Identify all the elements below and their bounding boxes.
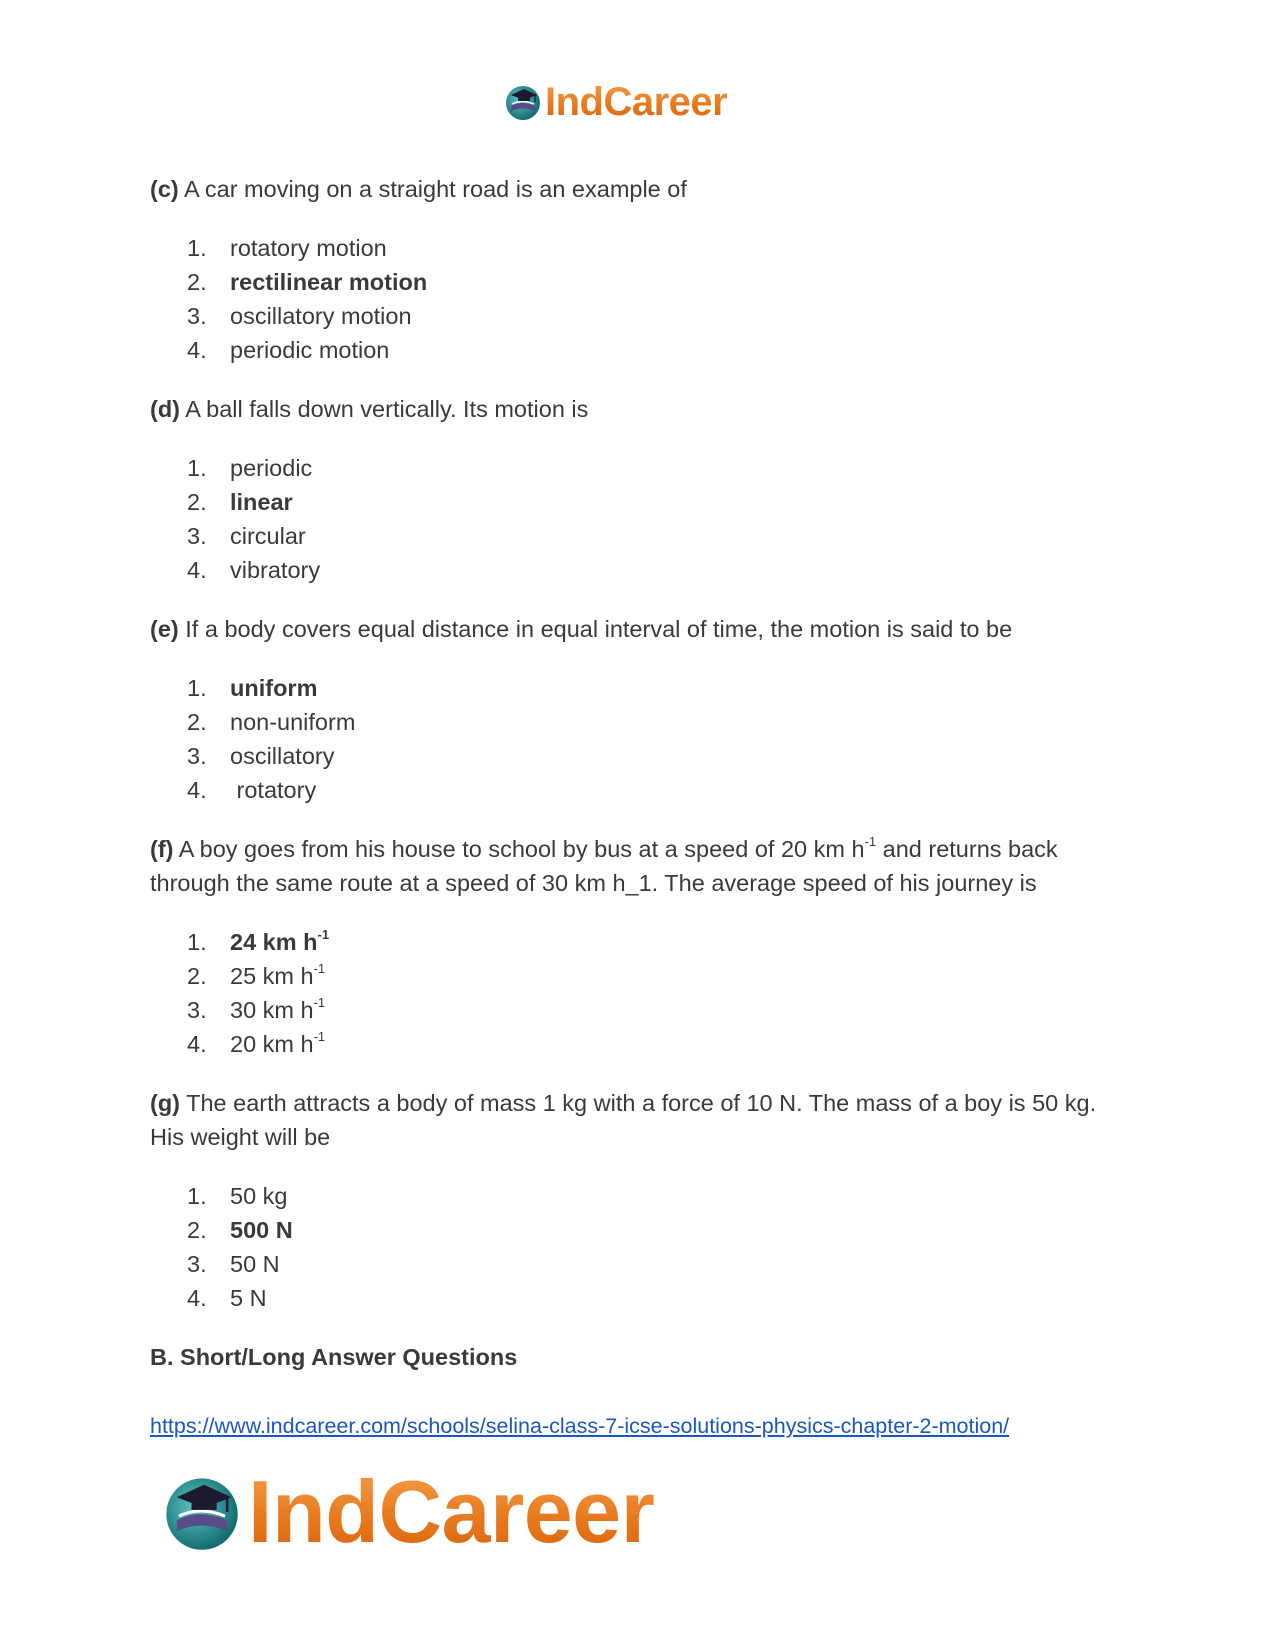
question-text: If a body covers equal distance in equal interval of time, the motion is said to be [185,616,1013,642]
option-item: 1. periodic [187,455,313,481]
superscript: -1 [313,961,326,977]
option-text: rotatory [230,777,317,803]
option-text: 5 N [230,1285,267,1311]
question-c [150,172,1130,206]
options-d [150,451,1130,587]
option-item: 3. circular [187,523,306,549]
option-item: 4. rotatory [187,777,317,803]
superscript: -1 [864,834,877,850]
option-text: linear [230,489,293,515]
option-text: non-uniform [230,709,356,735]
option-text: rectilinear motion [230,269,428,295]
option-text: vibratory [230,557,321,583]
option-item: 2. non-uniform [187,709,356,735]
option-item: 1. rotatory motion [187,235,387,261]
option-text: oscillatory [230,743,335,769]
option-item: 4. 20 km $h^{-1}$ [187,1029,326,1057]
option-item-correct: 2. 500 N [187,1217,293,1243]
option-item: 1. 50 kg [187,1183,288,1209]
graduation-globe-icon [160,1470,244,1554]
option-item: 2. 25 km $h^{-1}$ [187,961,326,989]
option-text: periodic motion [230,337,390,363]
option-text: uniform [230,675,318,701]
question-label: (f) [150,836,174,862]
question-d [150,392,1130,426]
option-text: 20 km h [230,1031,314,1057]
option-text: 50 N [230,1251,280,1277]
option-text: 50 kg [230,1183,288,1209]
option-text: periodic [230,455,313,481]
option-item-correct: 2. rectilinear motion [187,269,428,295]
question-text: A car moving on a straight road is an example of [183,176,687,202]
question-list [150,172,1130,1443]
option-item: 3. 30 km $h^{-1}$ [187,995,326,1023]
options-e [150,671,1130,807]
option-item: 3. oscillatory motion [187,303,412,329]
option-text: 24 km h [230,929,318,955]
question-label: (e) [150,616,179,642]
graduation-globe-icon [503,82,543,122]
option-item: 4. 5 N [187,1285,267,1311]
question-label: (d) [150,396,181,422]
options-c [150,231,1130,367]
question-text: The earth attracts a body of mass 1 kg with a force of 10 N. The mass of a boy is 50 kg. His weight will be [150,1090,1097,1150]
question-label: (g) [150,1090,181,1116]
option-text: 25 km h [230,963,314,989]
superscript: -1 [313,995,326,1011]
question-f [150,832,1130,900]
question-text: A boy goes from his house to school by bus at a speed of 20 km h [178,836,865,862]
question-e [150,612,1130,646]
question-g [150,1086,1130,1154]
option-item: 3. 50 N [187,1251,280,1277]
question-text: A ball falls down vertically. Its motion is [185,396,589,422]
section-heading: B. Short/Long Answer Questions [150,1344,518,1370]
option-item-correct: 2. linear [187,489,293,515]
superscript: -1 [313,1029,326,1045]
option-text: rotatory motion [230,235,387,261]
question-text-cont: and returns back through the same route at a speed of 30 km h_1. The average speed of his journey is [150,836,1058,896]
question-label: (c) [150,176,179,202]
option-text: oscillatory motion [230,303,412,329]
option-item: 4. vibratory [187,557,321,583]
header-logo[interactable] [503,80,727,124]
source-link[interactable]: https://www.indcareer.com/schools/selina-class-7-icse-solutions-physics-chapter-2-motion/ [150,1414,1010,1438]
options-f [150,925,1130,1061]
logo-wordmark: IndCareer [545,80,728,124]
option-item-correct: 1. uniform [187,675,318,701]
option-text: circular [230,523,306,549]
option-item: 4. periodic motion [187,337,390,363]
option-text: 500 N [230,1217,293,1243]
superscript: -1 [317,927,330,943]
footer-logo[interactable] [160,1464,654,1560]
option-item-correct: 1. 24 km $h^{-1}$ [187,927,330,955]
option-text: 30 km h [230,997,314,1023]
options-g [150,1179,1130,1315]
option-item: 3. oscillatory [187,743,335,769]
logo-wordmark: IndCareer [248,1462,655,1561]
